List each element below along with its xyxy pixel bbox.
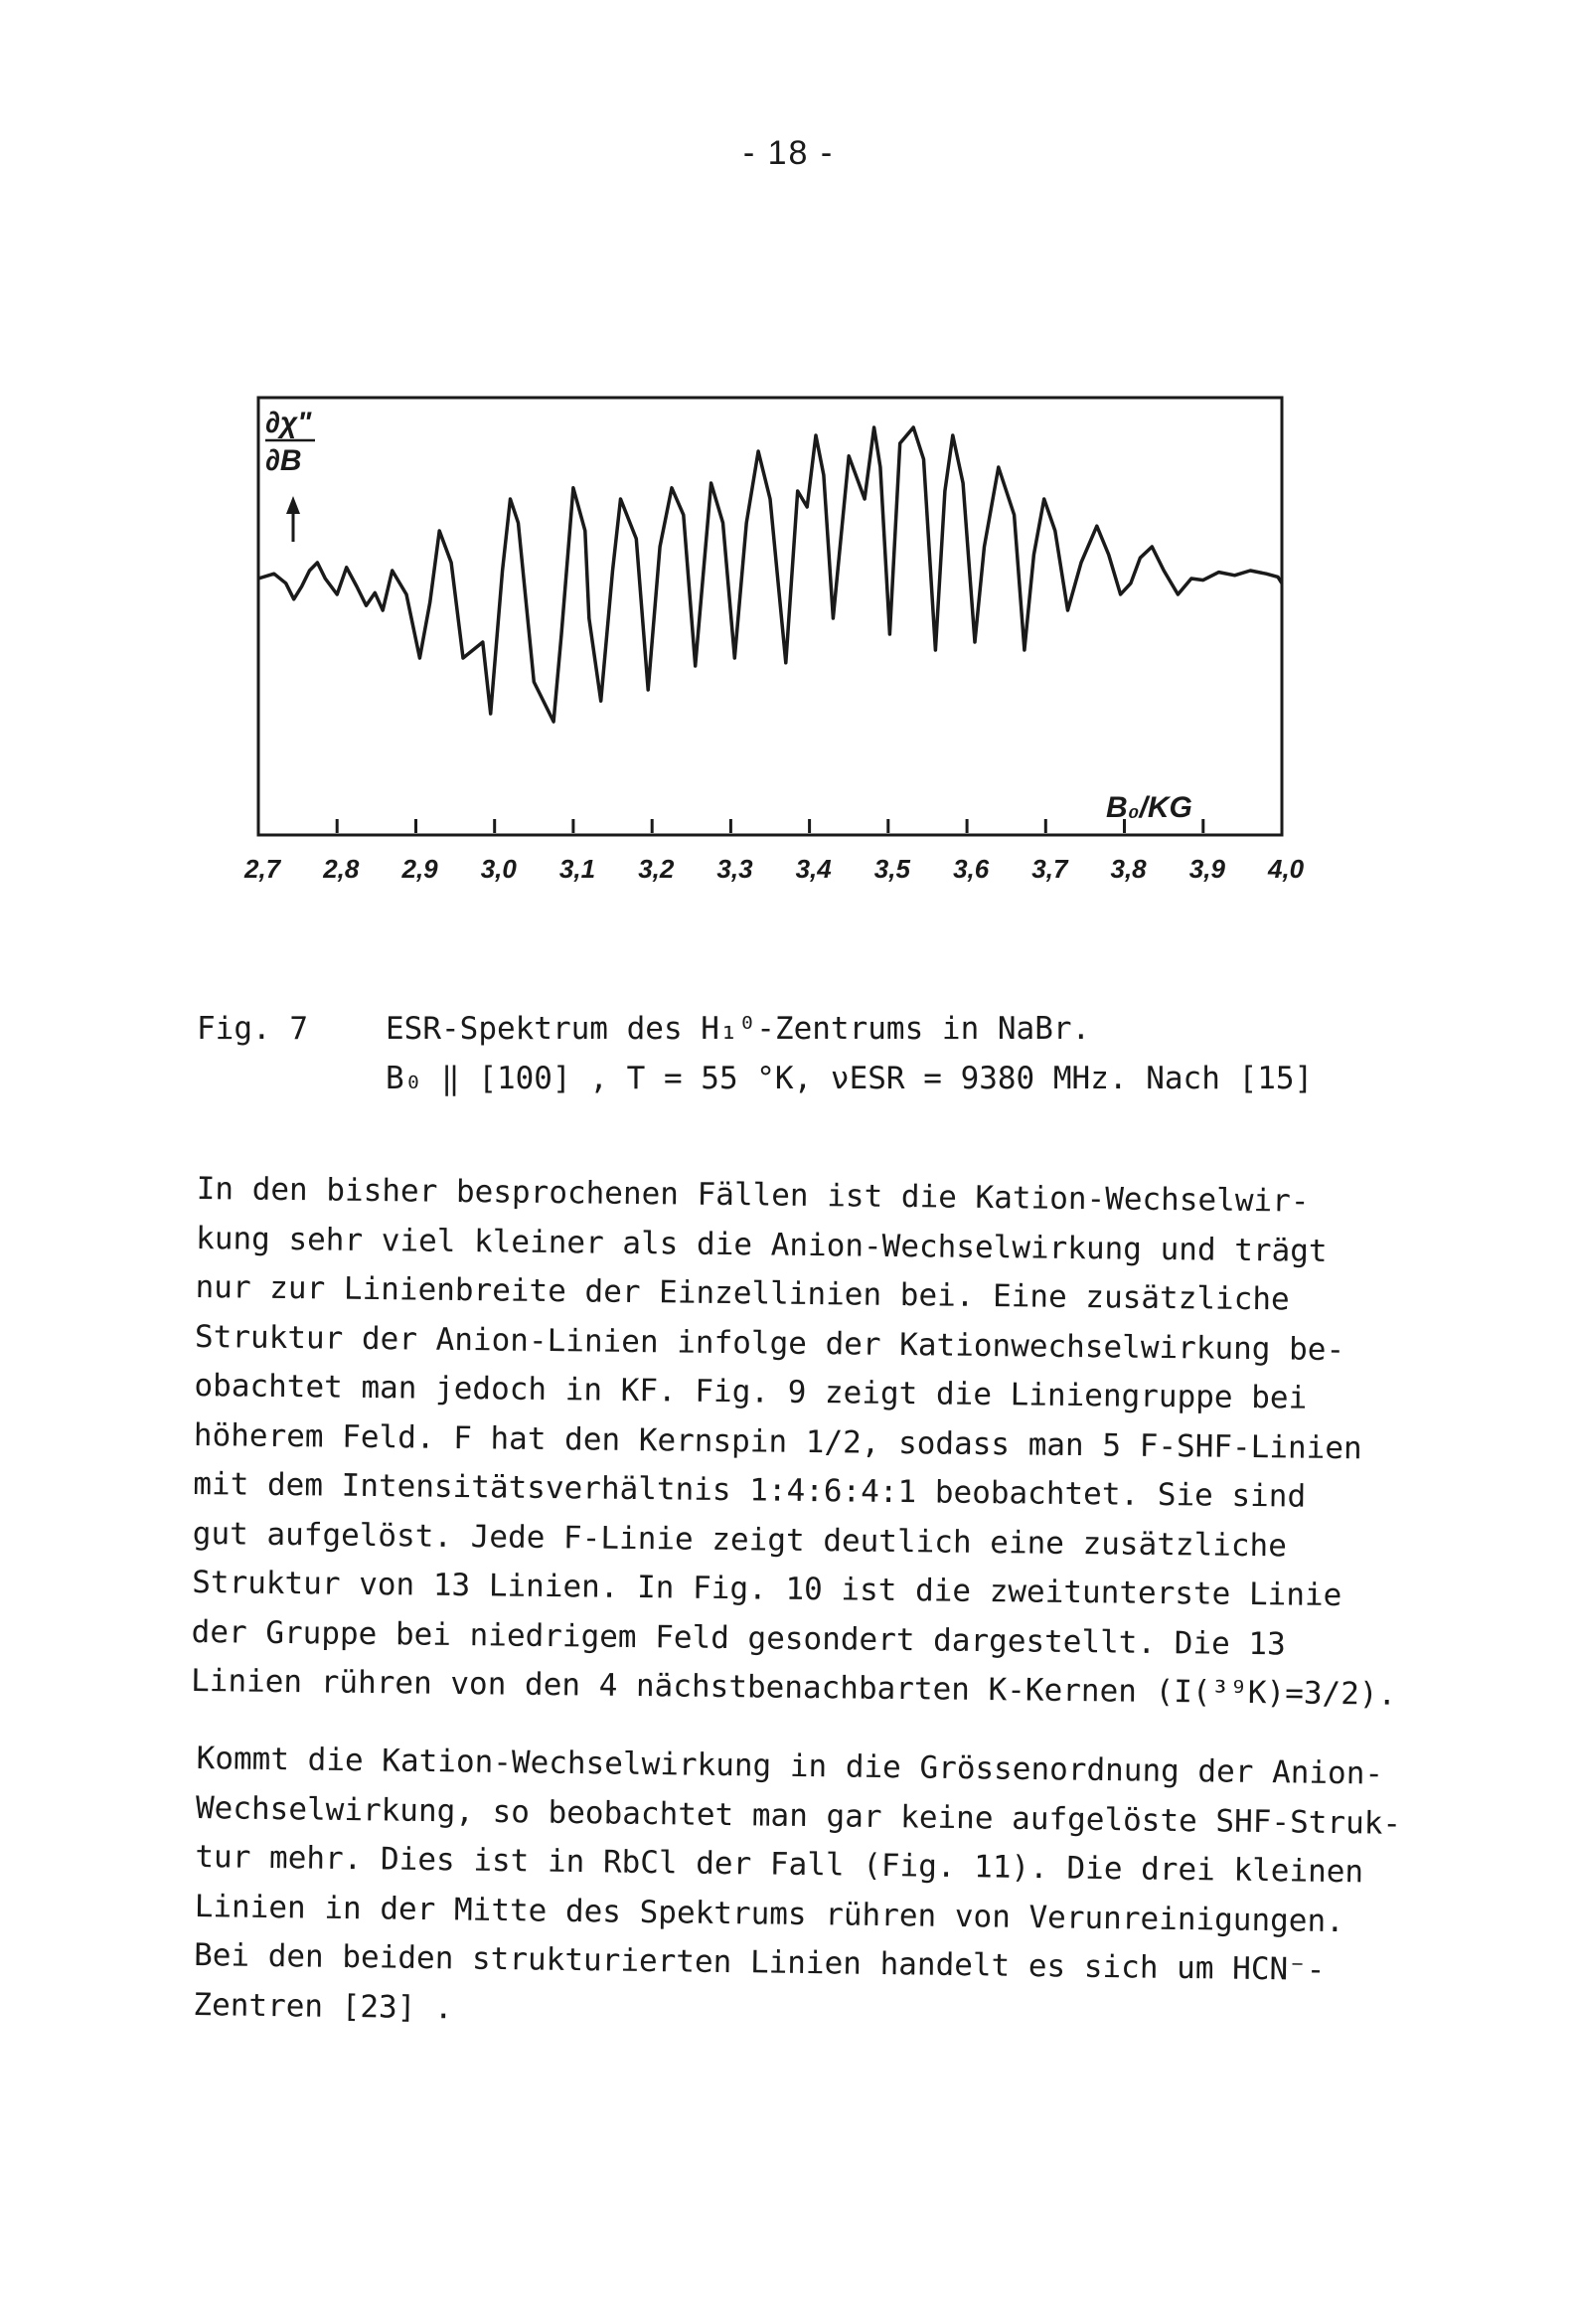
text-line: Bei den beiden strukturierten Linien handelt es sich um HCN⁻-	[193, 1936, 1326, 1988]
text-line: nur zur Linienbreite der Einzellinien bei. Eine zusätzliche	[195, 1268, 1290, 1318]
up-arrow-icon	[286, 496, 300, 542]
spectrum-point	[998, 466, 1000, 468]
spectrum-point	[1177, 593, 1179, 595]
spectrum-point	[405, 593, 407, 595]
spectrum-point	[1024, 649, 1025, 651]
y-axis-numerator: ∂χ"	[265, 407, 312, 439]
spectrum-point	[1096, 525, 1098, 527]
spectrum-line	[258, 427, 1282, 722]
x-tick-label: 3,6	[953, 854, 990, 884]
spectrum-point	[356, 585, 358, 587]
spectrum-point	[888, 633, 890, 635]
spectrum-point	[695, 665, 697, 667]
spectrum-point	[308, 570, 310, 572]
spectrum-point	[273, 573, 275, 575]
spectrum-point	[797, 490, 799, 492]
x-axis-ticks	[243, 819, 1305, 884]
spectrum-point	[324, 578, 326, 580]
spectrum-point	[285, 582, 287, 584]
spectrum-point	[848, 455, 850, 457]
y-axis-label	[265, 407, 315, 477]
spectrum-point	[490, 713, 492, 715]
spectrum-point	[1054, 530, 1056, 532]
spectrum-point	[584, 530, 586, 532]
spectrum-point	[785, 662, 787, 664]
spectrum-point	[815, 434, 817, 436]
spectrum-point	[769, 498, 771, 500]
x-tick-label: 3,5	[873, 854, 910, 884]
spectrum-point	[1233, 575, 1235, 577]
text-line: gut aufgelöst. Jede F-Linie zeigt deutlich eine zusätzliche	[192, 1515, 1288, 1564]
caption-line-2: B₀ ‖ [100] , T = 55 °K, νESR = 9380 MHz. Nach [15]	[386, 1061, 1314, 1096]
spectrum-point	[1108, 554, 1110, 556]
spectrum-point	[912, 426, 914, 428]
spectrum-point	[482, 641, 484, 643]
spectrum-point	[1190, 578, 1192, 580]
spectrum-point	[872, 426, 874, 428]
spectrum-point	[922, 458, 924, 460]
spectrum-point	[1139, 557, 1141, 559]
text-line: Linien in der Mitte des Spektrums rühren von Verunreinigungen.	[194, 1888, 1345, 1939]
spectrum-point	[429, 601, 431, 603]
x-tick-label: 3,8	[1110, 854, 1147, 884]
esr-spectrum-figure	[244, 393, 1307, 910]
spectrum-point	[1281, 582, 1283, 584]
spectrum-point	[1217, 571, 1219, 573]
text-line: In den bisher besprochenen Fällen ist die Kation-Wechselwir-	[196, 1170, 1310, 1220]
text-line: der Gruppe bei niedrigem Feld gesondert dargestellt. Die 13	[191, 1613, 1286, 1662]
spectrum-point	[733, 657, 735, 659]
x-tick-label: 2,9	[401, 854, 438, 884]
text-line: kung sehr viel kleiner als die Anion-Wechselwirkung und trägt	[195, 1220, 1328, 1269]
paragraph-1	[191, 1165, 1528, 1722]
text-line: Zentren [23] .	[193, 1986, 453, 2026]
spectrum-point	[1151, 546, 1153, 548]
x-tick-label: 3,4	[795, 854, 832, 884]
spectrum-point	[1277, 576, 1279, 578]
spectrum-point	[757, 450, 759, 452]
text-line: Kommt die Kation-Wechselwirkung in die Grössenordnung der Anion-	[196, 1740, 1384, 1792]
spectrum-point	[1119, 593, 1121, 595]
spectrum-point	[823, 474, 825, 476]
text-line: mit dem Intensitätsverhältnis 1:4:6:4:1 beobachtet. Sie sind	[193, 1465, 1307, 1515]
text-line: Struktur der Anion-Linien infolge der Kationwechselwirkung be-	[194, 1318, 1345, 1368]
spectrum-point	[588, 617, 590, 619]
spectrum-point	[1066, 609, 1068, 611]
caption-line-1: ESR-Spektrum des H₁⁰-Zentrums in NaBr.	[386, 1011, 1091, 1047]
spectrum-point	[899, 442, 901, 444]
spectrum-point	[864, 498, 866, 500]
paragraph-2	[193, 1735, 1528, 2048]
spectrum-point	[659, 546, 661, 548]
spectrum-point	[517, 522, 519, 524]
spectrum-point	[983, 546, 985, 548]
spectrum-point	[1249, 570, 1251, 572]
spectrum-point	[611, 570, 613, 572]
spectrum-point	[560, 633, 562, 635]
spectrum-point	[721, 522, 723, 524]
spectrum-point	[710, 482, 711, 484]
x-tick-label: 3,3	[716, 854, 753, 884]
spectrum-point	[257, 578, 259, 580]
x-tick-label: 2,8	[323, 854, 360, 884]
spectrum-point	[374, 591, 376, 593]
spectrum-point	[418, 657, 420, 659]
x-axis-label: B₀/KG	[1106, 791, 1192, 824]
spectrum-point	[346, 567, 348, 569]
x-tick-label: 3,1	[558, 854, 596, 884]
spectrum-point	[509, 498, 511, 500]
x-tick-label: 3,7	[1031, 854, 1068, 884]
spectrum-point	[600, 700, 602, 702]
spectrum-point	[1202, 579, 1204, 581]
spectrum-point	[683, 514, 685, 516]
figure-label: Fig. 7	[197, 1011, 308, 1047]
spectrum-point	[745, 522, 747, 524]
spectrum-point	[944, 490, 946, 492]
spectrum-point	[879, 466, 881, 468]
spectrum-point	[293, 598, 295, 600]
x-tick-label: 3,9	[1188, 854, 1225, 884]
x-tick-label: 4,0	[1268, 854, 1305, 884]
spectrum-point	[392, 570, 394, 572]
text-line: Wechselwirkung, so beobachtet man gar keine aufgelöste SHF-Struk-	[195, 1789, 1402, 1842]
spectrum-point	[316, 562, 318, 564]
spectrum-point	[619, 498, 621, 500]
spectrum-point	[934, 649, 936, 651]
text-line: Linien rühren von den 4 nächstbenachbarten K-Kernen (I(³⁹K)=3/2).	[190, 1662, 1397, 1713]
spectrum-point	[552, 721, 554, 723]
spectrum-point	[1265, 573, 1267, 575]
text-line: tur mehr. Dies ist in RbCl der Fall (Fig. 11). Die drei kleinen	[195, 1838, 1364, 1891]
spectrum-point	[952, 434, 954, 436]
spectrum-point	[1080, 562, 1082, 564]
spectrum-point	[572, 487, 574, 489]
spectrum-point	[962, 482, 964, 484]
spectrum-point	[450, 562, 452, 564]
y-axis-denominator: ∂B	[265, 444, 302, 477]
page-number: - 18 -	[742, 134, 835, 172]
spectrum-point	[382, 609, 384, 611]
spectrum-point	[635, 538, 637, 540]
spectrum-point	[336, 593, 338, 595]
spectrum-point	[1032, 554, 1034, 556]
spectrum-point	[365, 604, 367, 606]
spectrum-point	[462, 657, 464, 659]
spectrum-point	[300, 585, 302, 587]
text-line: obachtet man jedoch in KF. Fig. 9 zeigt die Liniengruppe bei	[194, 1367, 1308, 1416]
spectrum-point	[1013, 514, 1015, 516]
spectrum-point	[438, 530, 440, 532]
spectrum-point	[533, 681, 535, 683]
spectrum-point	[1130, 582, 1132, 584]
spectrum-point	[647, 689, 649, 691]
spectrum-series	[257, 426, 1283, 723]
x-tick-label: 3,0	[480, 854, 517, 884]
x-tick-label: 2,7	[244, 854, 281, 884]
text-line: Struktur von 13 Linien. In Fig. 10 ist die zweitunterste Linie	[192, 1564, 1342, 1614]
spectrum-point	[806, 506, 808, 508]
spectrum-point	[832, 617, 834, 619]
spectrum-point	[1043, 498, 1045, 500]
spectrum-point	[974, 641, 976, 643]
figure-caption	[197, 1004, 1439, 1103]
text-line: höherem Feld. F hat den Kernspin 1/2, sodass man 5 F-SHF-Linien	[193, 1416, 1362, 1466]
spectrum-point	[1163, 570, 1165, 572]
spectrum-point	[501, 570, 503, 572]
x-tick-label: 3,2	[638, 854, 675, 884]
spectrum-point	[671, 487, 673, 489]
